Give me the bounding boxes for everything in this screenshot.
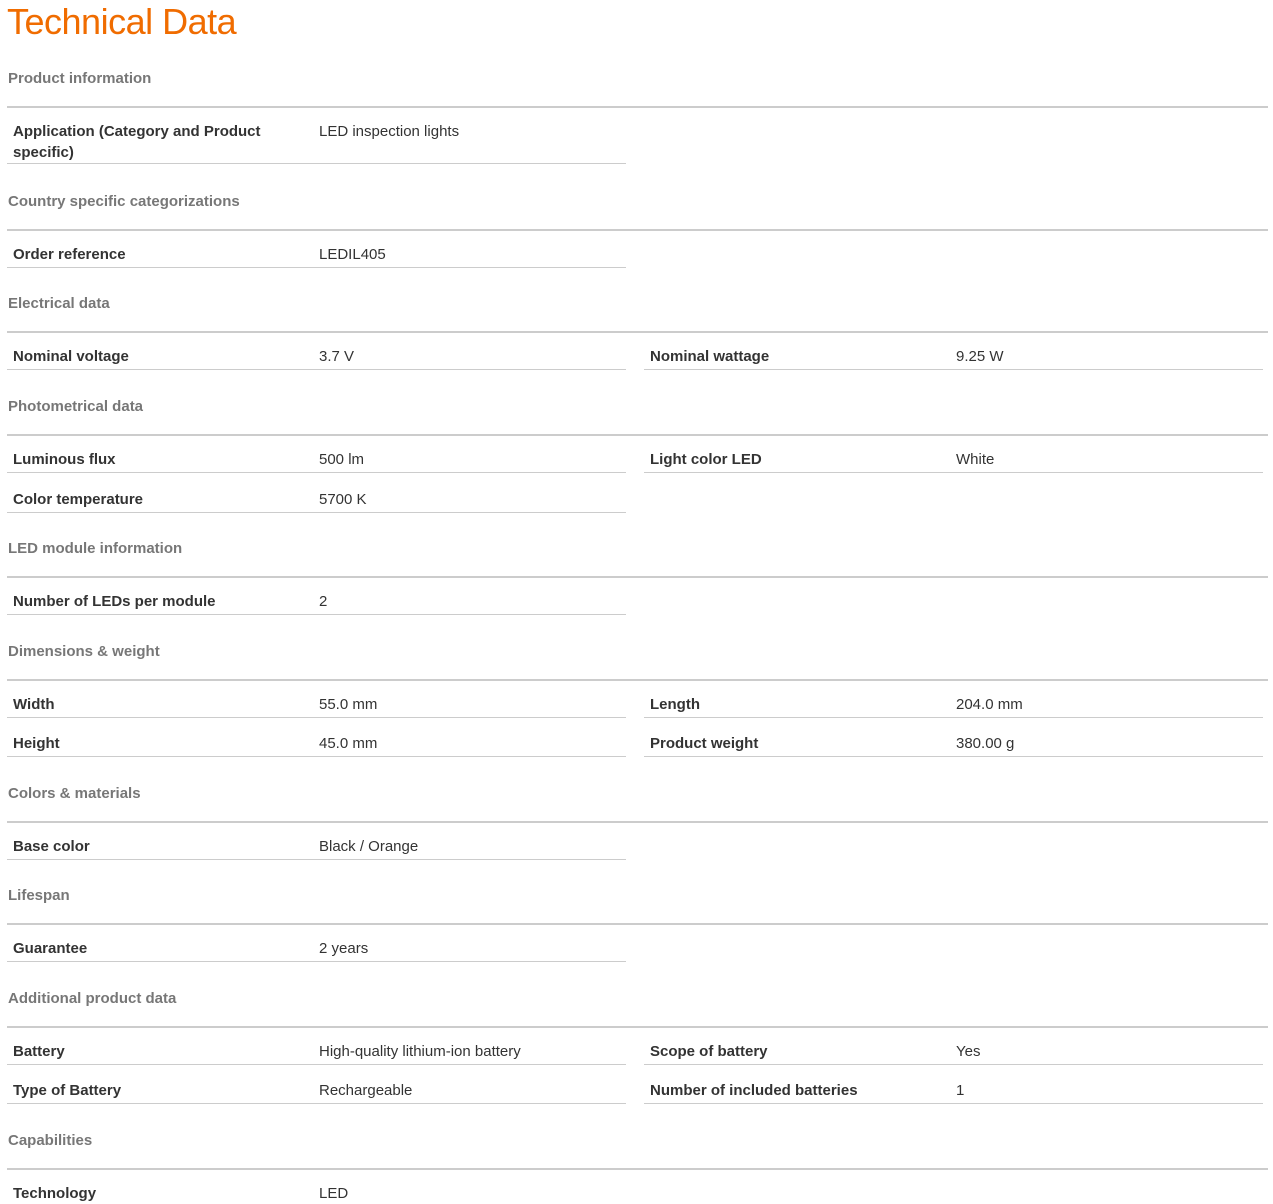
section-title: Country specific categorizations [8,193,240,210]
spec-label: Product weight [650,735,759,752]
section-header [7,887,1268,925]
spec-value: High-quality lithium-ion battery [319,1043,521,1060]
spec-row-luminous-flux [7,436,626,473]
spec-row-length [644,681,1263,718]
section-header [7,1132,1268,1170]
spec-label: Number of included batteries [650,1082,858,1099]
spec-value: Black / Orange [319,838,419,855]
section-title: Dimensions & weight [8,643,160,660]
spec-value: 55.0 mm [319,696,378,713]
spec-label: Nominal wattage [650,348,770,365]
spec-label: Color temperature [13,491,144,508]
section-header [7,70,1268,108]
page-title: Technical Data [7,1,237,42]
section-header [7,643,1268,681]
spec-row-color-temperature [7,476,626,513]
spec-row-type-of-battery [7,1067,626,1104]
spec-value: 5700 K [319,491,367,508]
spec-label: Order reference [13,246,126,263]
spec-row-scope-of-battery [644,1028,1263,1065]
spec-label: Length [650,696,700,713]
section-header [7,785,1268,823]
spec-label: Scope of battery [650,1043,768,1060]
section-header [7,193,1268,231]
spec-value: 3.7 V [319,348,355,365]
spec-label: Luminous flux [13,451,116,468]
spec-label: Technology [13,1185,97,1202]
spec-label: Guarantee [13,940,88,957]
spec-row-light-color [644,436,1263,473]
spec-value: 204.0 mm [956,696,1023,713]
spec-row-technology [7,1170,626,1202]
spec-value: Yes [956,1043,981,1060]
spec-value: 1 [956,1082,965,1099]
spec-value: 9.25 W [956,348,1004,365]
spec-label: Application (Category and Product specific) [13,123,261,161]
spec-row-product-weight [644,720,1263,757]
section-title: Capabilities [8,1132,93,1149]
section-header [7,540,1268,578]
spec-row-guarantee [7,925,626,962]
spec-value: 2 years [319,940,369,957]
spec-label: Base color [13,838,90,855]
spec-value: LED [319,1185,349,1202]
section-header [7,295,1268,333]
spec-value: 380.00 g [956,735,1015,752]
section-title: Colors & materials [8,785,141,802]
spec-value: 45.0 mm [319,735,378,752]
spec-row-base-color [7,823,626,860]
spec-row-number-of-batteries [644,1067,1263,1104]
spec-row-nominal-wattage [644,333,1263,370]
spec-row-order-reference [7,231,626,268]
spec-row-width [7,681,626,718]
spec-row-leds-per-module [7,578,626,615]
spec-value: Rechargeable [319,1082,413,1099]
spec-value: 2 [319,593,328,610]
spec-label: Number of LEDs per module [13,593,216,610]
spec-row-height [7,720,626,757]
spec-value: White [956,451,995,468]
section-title: Additional product data [8,990,177,1007]
section-title: Product information [8,70,152,87]
section-header [7,398,1268,436]
section-header [7,990,1268,1028]
section-title: Lifespan [8,887,70,904]
spec-label: Type of Battery [13,1082,122,1099]
spec-value: 500 lm [319,451,365,468]
section-title: Photometrical data [8,398,144,415]
spec-label: Nominal voltage [13,348,129,365]
spec-value: LEDIL405 [319,246,386,263]
spec-label: Height [13,735,60,752]
spec-label: Width [13,696,55,713]
spec-row-nominal-voltage [7,333,626,370]
section-title: LED module information [8,540,183,557]
spec-label: Battery [13,1043,65,1060]
section-title: Electrical data [8,295,110,312]
spec-label: Light color LED [650,451,762,468]
spec-row-application [7,108,626,164]
spec-value: LED inspection lights [319,123,460,140]
spec-row-battery [7,1028,626,1065]
